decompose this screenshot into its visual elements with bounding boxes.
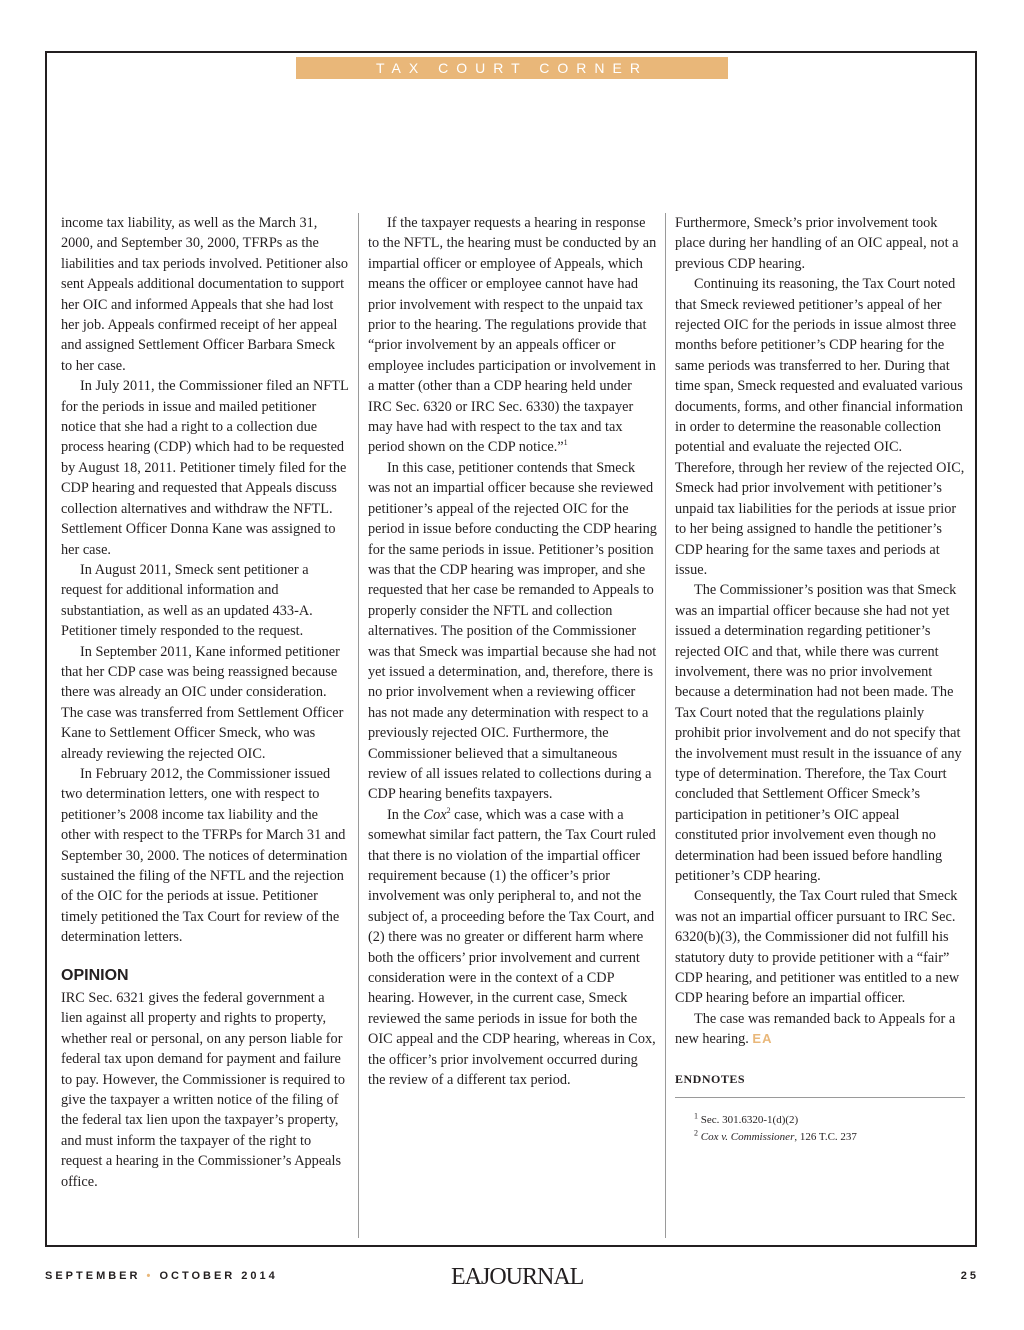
endnote-number: 2 [694,1128,698,1138]
endnotes-divider [675,1097,965,1098]
column-3 [675,213,965,1146]
footnote-ref: 1 [563,438,568,448]
paragraph: In this case, petitioner contends that Smeck was not an impartial officer because she reviewed petitioner’s appeal of the rejected OIC for the period in issue before conducting the CDP hearing for the same periods in issue. Petitioner’s position was that the CDP hearing was improper, and she requested that her case be remanded to Appeals to properly consider the NFTL and collection alternatives. The position of the Commissioner was that Smeck was impartial because she had not yet issued a determination, and, therefore, there is no prior involvement when a reviewing officer has not made any determination with respect to a previously rejected OIC. Furthermore, the Commissioner believed that a simultaneous review of all issues related to collections during a CDP hearing benefits taxpayers. [368,459,657,803]
footnote-ref: 2 [446,806,451,816]
page-number: 25 [960,1270,979,1282]
ea-journal-logo: EAJOURNAL [451,1264,584,1290]
paragraph [675,1009,965,1050]
paragraph: In September 2011, Kane informed petitioner that her CDP case was being reassigned because there was already an OIC under consideration. The case was transferred from Settlement Officer Kane to Settlement Officer Smeck, who was already reviewing the rejected OIC. [61,643,344,762]
paragraph-text: The case was remanded back to Appeals for a new hearing. [675,1010,956,1048]
paragraph: IRC Sec. 6321 gives the federal government a lien against all property and rights to property, whether real or personal, on any person liable for federal tax upon demand for payment and failure to pay. However, the Commissioner is required to give the taxpayer a written notice of the filing of the federal tax lien upon the taxpayer’s property, and must inform the taxpayer of the right to request a hearing in the Commissioner’s Appeals office. [61,990,345,1190]
endnote-text: , 126 T.C. 237 [794,1131,857,1144]
endnote [675,1129,965,1146]
endnote-text: Sec. 301.6320-1(d)(2) [700,1114,799,1127]
paragraph-text: If the taxpayer requests a hearing in response to the NFTL, the hearing must be conducted by an impartial officer or employee of Appeals, which means the officer or employee cannot have had prior involvement with respect to the unpaid tax prior to the hearing. The regulations provide that “prior involvement by an appeals officer or employee includes participation or involvement in a matter (other than a CDP hearing held under IRC Sec. 6320 or IRC Sec. 6330) the taxpayer may have had with respect to the tax and tax period shown on the CDP notice.” [368,215,657,456]
column-2 [368,213,657,1090]
paragraph-text: case, which was a case with a somewhat similar fact pattern, the Tax Court ruled that there is no violation of the impartial officer requirement because (1) the officer’s prior involvement was only peripheral to, and not the subject of, a proceeding before the Tax Court, and (2) there was no greater or different harm where both the officers’ prior involvement and current consideration were in the context of a CDP hearing. However, in the current case, Smeck reviewed the same periods in issue for both the OIC appeal and the CDP hearing, whereas in Cox, the officer’s prior involvement occurred during the review of a different tax period. [368,806,656,1089]
paragraph: In August 2011, Smeck sent petitioner a request for additional information and substantiation, as well as an updated 433-A. Petitioner timely responded to the request. [61,561,313,640]
column-1 [61,213,349,1192]
paragraph: Consequently, the Tax Court ruled that Smeck was not an impartial officer pursuant to IRC Sec. 6320(b)(3), the Commissioner did not fulfill his statutory duty to provide petitioner with a “fair” CDP hearing, and petitioner was entitled to a new CDP hearing before an impartial officer. [675,888,960,1007]
separator: • [146,1270,154,1282]
end-mark: EA [752,1031,773,1047]
paragraph: Furthermore, Smeck’s prior involvement took place during her handling of an OIC appeal, not a previous CDP hearing. [675,215,959,272]
issue-month: SEPTEMBER [45,1270,141,1282]
issue-month-year: OCTOBER 2014 [159,1270,278,1282]
case-name: Cox [423,806,447,823]
endnote [675,1112,965,1129]
column-divider [665,213,666,1238]
section-title: TAX COURT CORNER [296,57,728,79]
endnotes-heading: ENDNOTES [675,1071,746,1086]
column-divider [358,213,359,1238]
paragraph: In February 2012, the Commissioner issued two determination letters, one with respect to petitioner’s 2008 income tax liability and the other with respect to the TFRPs for March 31 and September 30, 2000. The notices of determination sustained the filing of the NFTL and the rejection of the OIC for the periods at issue. Petitioner timely petitioned the Tax Court for review of the determination letters. [61,765,348,946]
paragraph [368,213,657,458]
paragraph [368,805,657,1091]
paragraph: In July 2011, the Commissioner filed an NFTL for the periods in issue and mailed petitioner notice that she had a right to a collection due process hearing (CDP) which had to be requested by August 18, 2011. Petitioner timely filed for the CDP hearing and requested that Appeals discuss collection alternatives and withdraw the NFTL. Settlement Officer Donna Kane was assigned to her case. [61,378,349,558]
issue-date [45,1270,278,1282]
paragraph: Continuing its reasoning, the Tax Court noted that Smeck reviewed petitioner’s appeal of her rejected OIC for the periods in issue almost three months before petitioner’s CDP hearing for the same periods was transferred to her. During that time span, Smeck requested and evaluated various documents, forms, and other financial information in order to determine the reasonable collection potential and evaluate the rejected OIC. Therefore, through her review of the rejected OIC, Smeck had prior involvement with petitioner’s unpaid tax liabilities for the periods at issue prior to her being assigned to handle the petitioner’s CDP hearing for the same taxes and periods at issue. [675,276,965,578]
paragraph: The Commissioner’s position was that Smeck was an impartial officer because she had not yet issued a determination regarding petitioner’s rejected OIC and that, while there was current involvement, there was no prior involvement because a determination had not been made. The Tax Court noted that the regulations plainly prohibit prior involvement and do not specify that the involvement must result in the issuance of any type of determination. Therefore, the Tax Court concluded that Settlement Officer Smeck’s participation in petitioner’s OIC appeal constituted prior involvement even though no determination had been issued before handling petitioner’s CDP hearing. [675,582,962,884]
case-name: Cox v. Commissioner [700,1131,795,1144]
endnote-number: 1 [694,1111,698,1121]
paragraph-text: In the [387,806,424,823]
section-heading: OPINION [61,966,129,984]
paragraph: income tax liability, as well as the March 31, 2000, and September 30, 2000, TFRPs as the liabilities and tax periods involved. Petitioner also sent Appeals additional documentation to support her OIC and informed Appeals that she had lost her job. Appeals confirmed receipt of her appeal and assigned Settlement Officer Barbara Smeck to her case. [61,215,349,374]
